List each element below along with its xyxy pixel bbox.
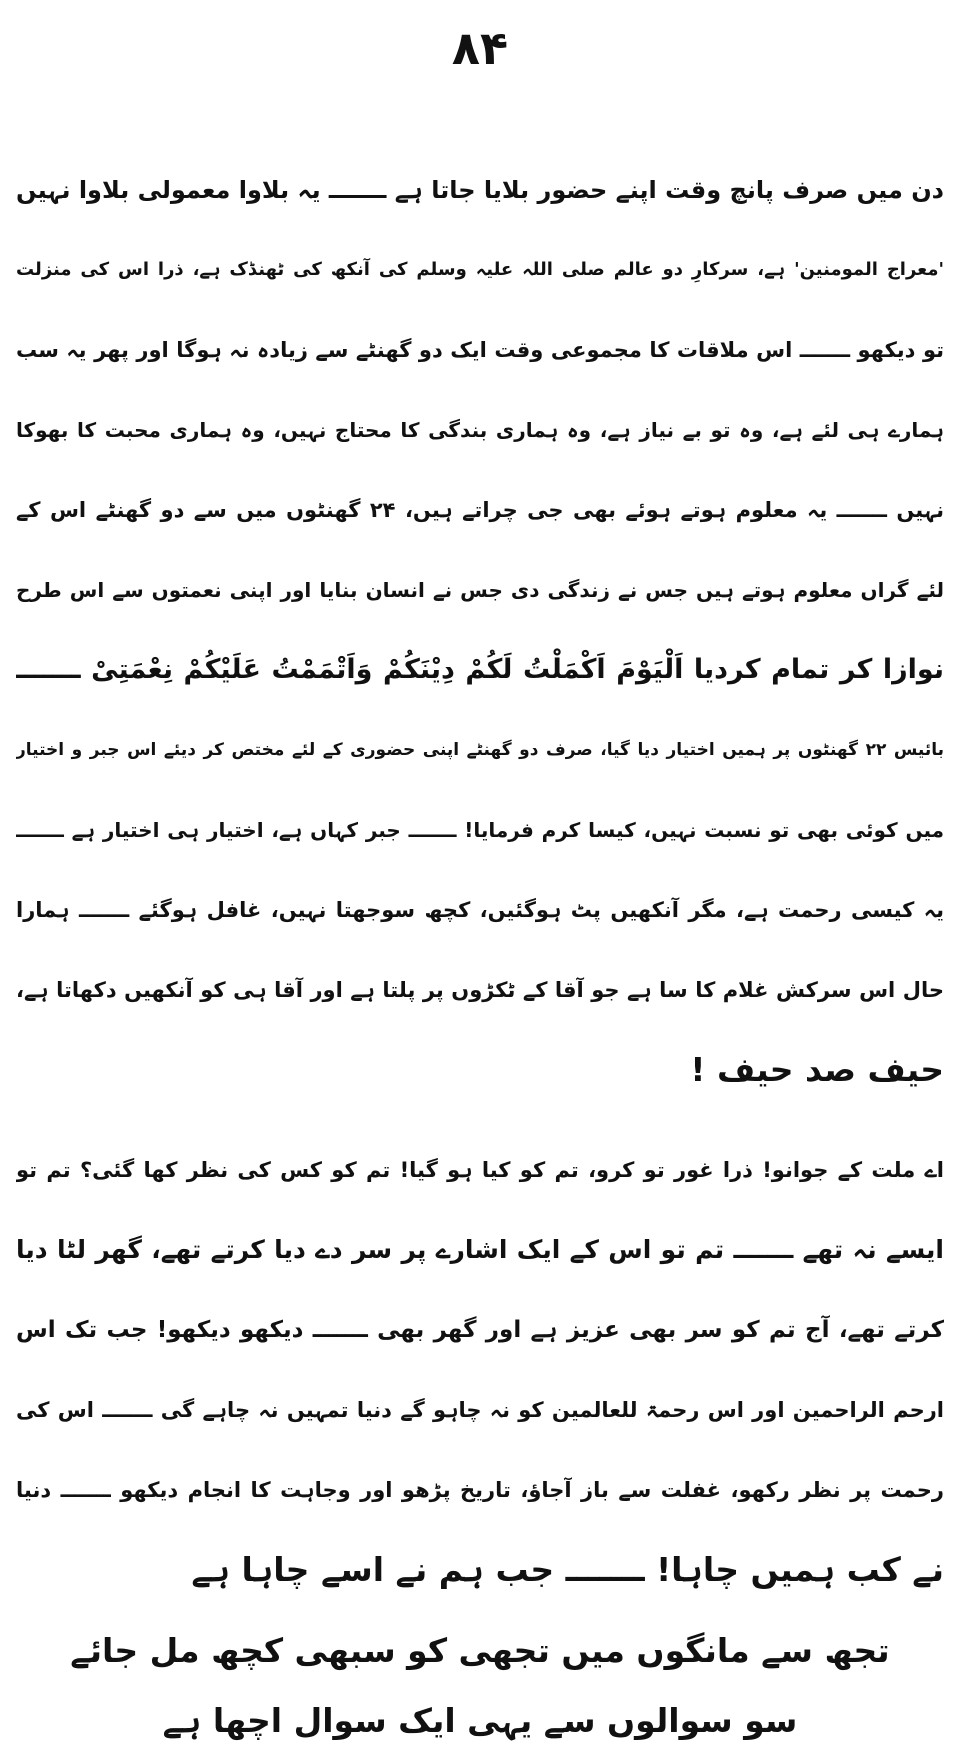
text-line: ایسے نہ تھے ـــــــ تم تو اس کے ایک اشارے پر سر دے دیا کرتے تھے، گھر لٹا دیا	[16, 1235, 944, 1264]
text-line: ارحم الراحمین اور اس رحمۃ للعالمین کو نہ چاہو گے دنیا تمہیں نہ چاہے گی ـــــــ اس کی	[16, 1398, 944, 1422]
text-line: 'معراج المومنین' ہے، سرکارِ دو عالم صلی اللہ علیہ وسلم کی آنکھ کی ٹھنڈک ہے، ذرا اس کی منزلت	[16, 259, 944, 280]
text-line: لئے گراں معلوم ہوتے ہیں جس نے زندگی دی جس نے انسان بنایا اور اپنی نعمتوں سے اس طرح	[16, 578, 944, 602]
poetry-couplet	[16, 1616, 944, 1756]
paragraph-1	[16, 150, 944, 1110]
text-line: کرتے تھے، آج تم کو سر بھی عزیز ہے اور گھر بھی ـــــــ دیکھو دیکھو! جب تک اس	[16, 1317, 944, 1343]
verse-line: تجھ سے مانگوں میں تجھی کو سبھی کچھ مل جائے	[70, 1631, 890, 1670]
text-line: میں کوئی بھی تو نسبت نہیں، کیسا کرم فرمایا! ـــــــ جبر کہاں ہے، اختیار ہی اختیار ہے ـــــــ	[16, 818, 944, 842]
page-number: ۸۴	[451, 21, 509, 75]
quran-verse-line: نوازا کر تمام کردیا اَلْیَوْمَ اَکْمَلْتُ لَکُمْ دِیْنَکُمْ وَاَتْمَمْتُ عَلَیْکُمْ نِعْمَتِیْ ـــــــ	[16, 654, 944, 685]
text-line: حال اس سرکش غلام کا سا ہے جو آقا کے ٹکڑوں پر پلتا ہے اور آقا ہی کو آنکھیں دکھاتا ہے،	[16, 978, 944, 1002]
text-line: یہ کیسی رحمت ہے، مگر آنکھیں پٹ ہوگئیں، کچھ سوجھتا نہیں، غافل ہوگئے ـــــــ ہمارا	[16, 898, 944, 922]
text-line: نہیں ـــــــ یہ معلوم ہوتے ہوئے بھی جی چراتے ہیں، ۲۴ گھنٹوں میں سے دو گھنٹے اس کے	[16, 498, 944, 522]
verse-line: سو سوالوں سے یہی ایک سوال اچھا ہے	[162, 1701, 798, 1740]
body-text	[16, 150, 944, 1756]
text-line: تو دیکھو ـــــــ اس ملاقات کا مجموعی وقت ایک دو گھنٹے سے زیادہ نہ ہوگا اور پھر یہ سب	[16, 338, 944, 362]
text-line: دن میں صرف پانچ وقت اپنے حضور بلایا جاتا ہے ـــــــ یہ بلاوا معمولی بلاوا نہیں	[16, 176, 944, 204]
text-line: حیف صد حیف !	[690, 1050, 944, 1089]
text-line: نے کب ہمیں چاہا! ـــــــ جب ہم نے اسے چاہا ہے	[191, 1550, 944, 1589]
text-line: رحمت پر نظر رکھو، غفلت سے باز آجاؤ، تاریخ پڑھو اور وجاہت کا انجام دیکھو ـــــــ دنیا	[16, 1478, 944, 1502]
text-line: بائیس ۲۲ گھنٹوں پر ہمیں اختیار دیا گیا، صرف دو گھنٹے اپنی حضوری کے لئے مختص کر دیئے اس جبر و اختیار	[16, 740, 944, 760]
text-line: ہمارے ہی لئے ہے، وہ تو بے نیاز ہے، وہ ہماری بندگی کا محتاج نہیں، وہ ہماری محبت کا بھوکا	[16, 418, 944, 442]
paragraph-2	[16, 1130, 944, 1610]
text-line: اے ملت کے جوانو! ذرا غور تو کرو، تم کو کیا ہو گیا! تم کو کس کی نظر کھا گئی؟ تم تو	[16, 1158, 944, 1182]
